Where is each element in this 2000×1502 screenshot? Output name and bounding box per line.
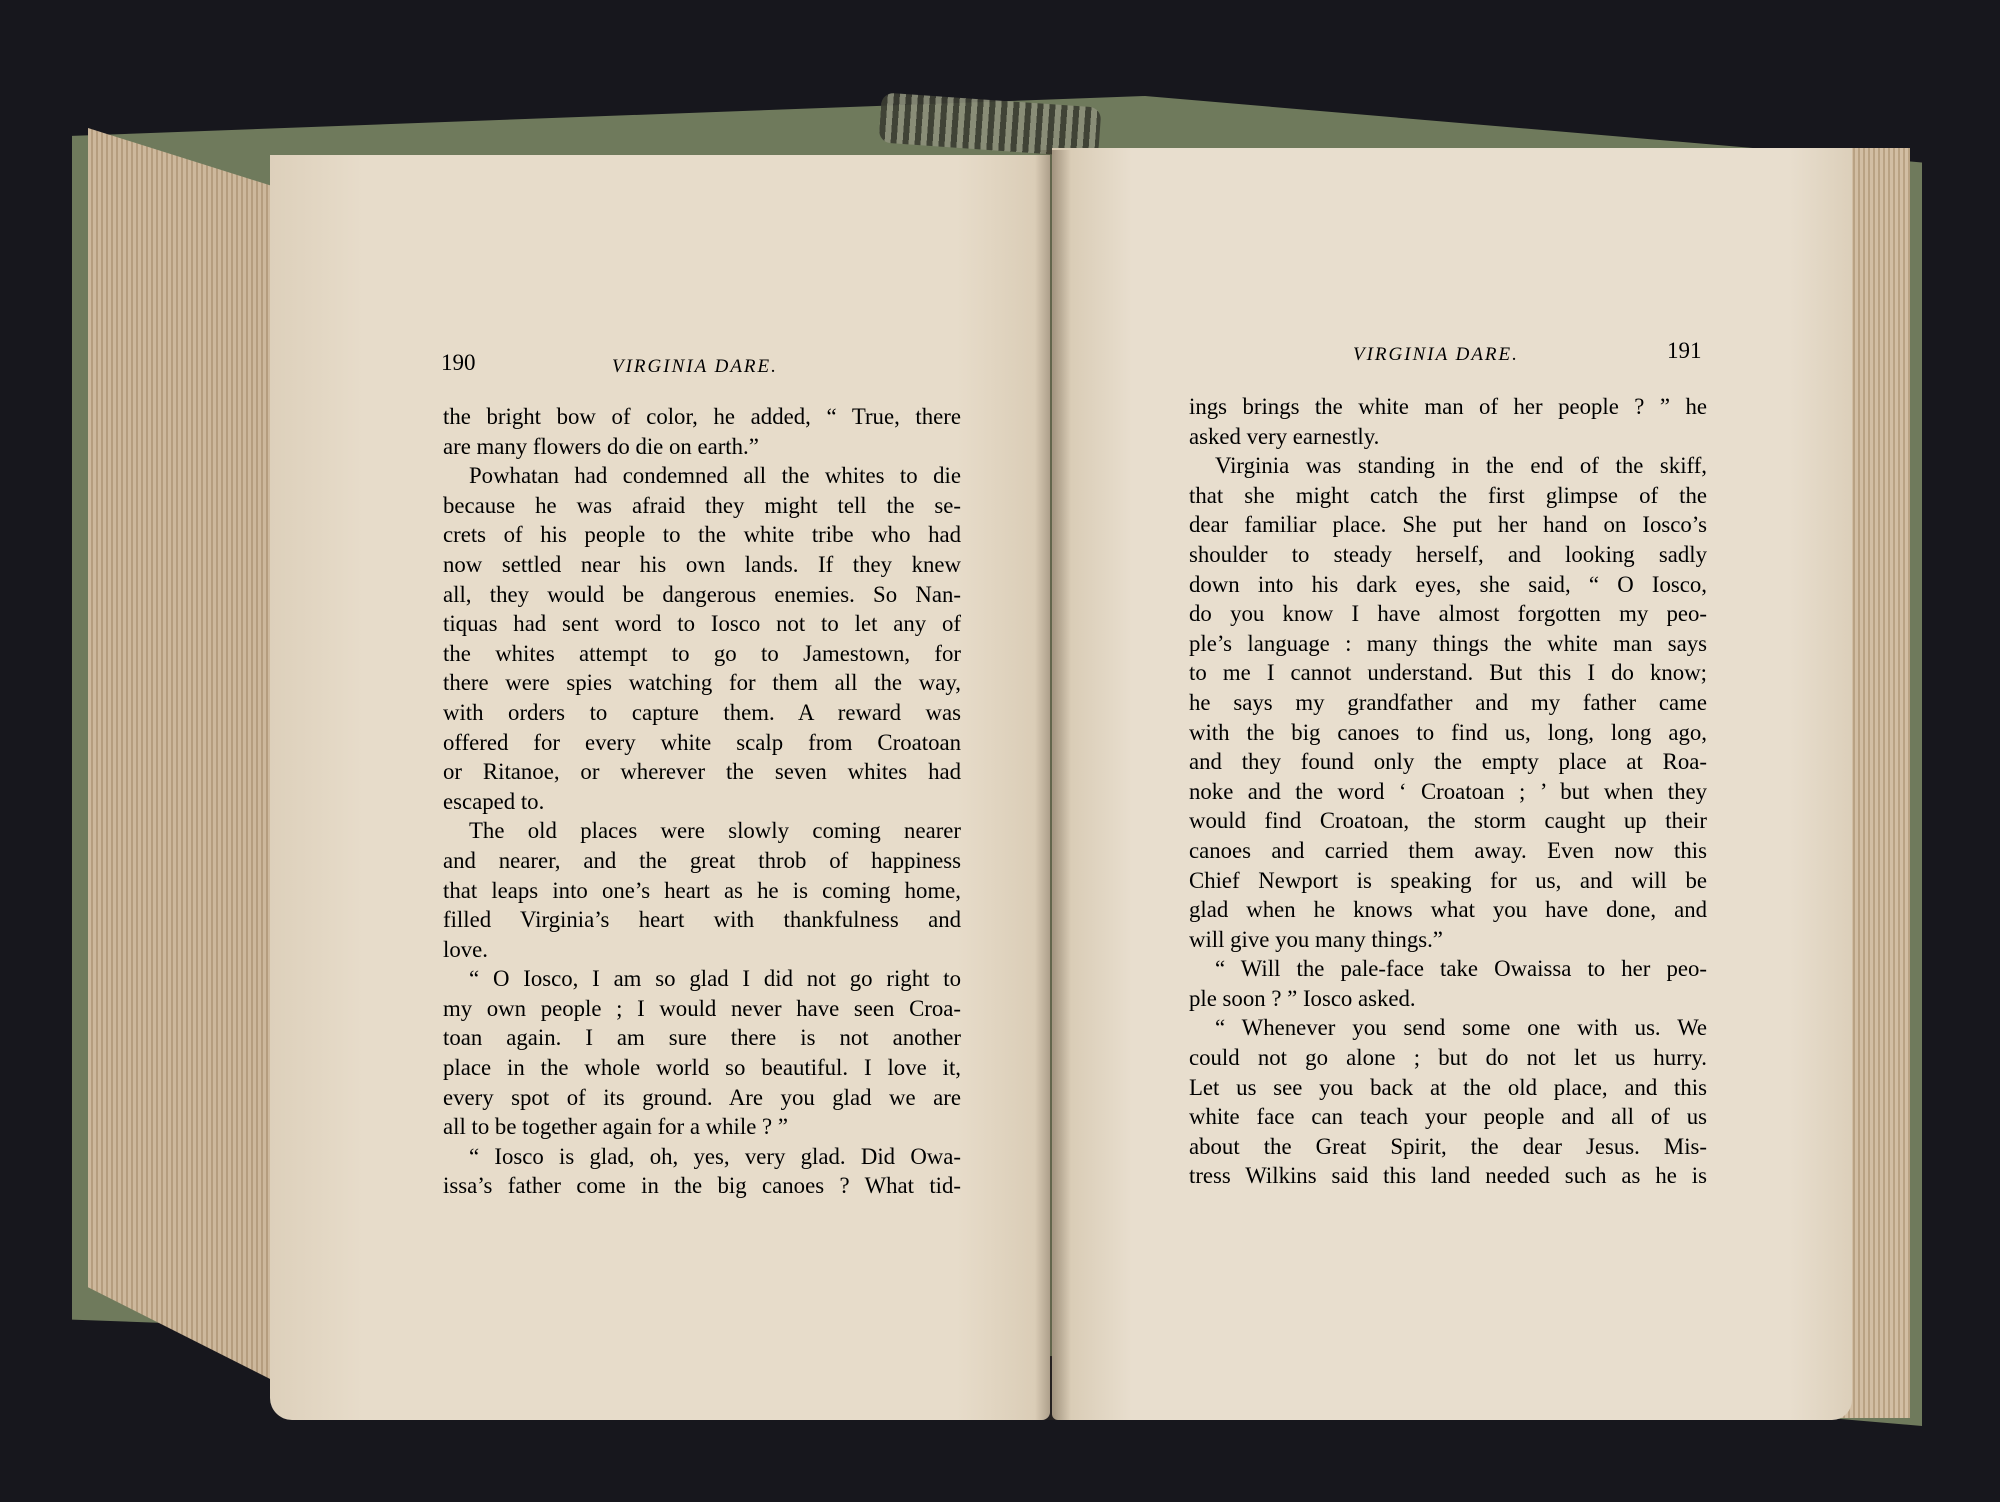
text-line: white face can teach your people and all of us (1189, 1104, 1707, 1130)
text-line: filled Virginia’s heart with thankfulness and (443, 907, 961, 933)
text-line: there were spies watching for them all the way, (443, 670, 961, 696)
text-line: with the big canoes to find us, long, long ago, (1189, 719, 1707, 745)
text-line: he says my grandfather and my father came (1189, 689, 1707, 715)
text-line: my own people ; I would never have seen Croa- (443, 995, 961, 1021)
text-line: with orders to capture them. A reward was (443, 699, 961, 725)
text-line: ings brings the white man of her people ? ” he (1189, 394, 1707, 419)
text-line: canoes and carried them away. Even now this (1189, 837, 1707, 863)
text-line: do you know I have almost forgotten my peo- (1189, 601, 1707, 627)
left-page-text (443, 402, 961, 1201)
text-line: offered for every white scalp from Croatoan (443, 729, 961, 755)
text-line: shoulder to steady herself, and looking sadly (1189, 541, 1707, 567)
text-line: “ Will the pale-face take Owaissa to her peo- (1215, 956, 1707, 982)
left-running-title: VIRGINIA DARE. (612, 356, 778, 377)
text-line: asked very earnestly. (1189, 423, 1380, 449)
text-line: and nearer, and the great throb of happiness (443, 847, 961, 873)
text-line: Powhatan had condemned all the whites to die (469, 463, 961, 489)
text-line: tress Wilkins said this land needed such as he is (1189, 1163, 1707, 1189)
text-line: Let us see you back at the old place, and this (1189, 1074, 1707, 1100)
page-edges-left (88, 128, 288, 1388)
text-line: toan again. I am sure there is not another (443, 1025, 961, 1051)
right-running-title: VIRGINIA DARE. (1353, 344, 1519, 365)
text-line: “ O Iosco, I am so glad I did not go right to (469, 966, 961, 992)
text-line: place in the whole world so beautiful. I love it, (443, 1055, 961, 1081)
text-line: could not go alone ; but do not let us hurry. (1189, 1045, 1707, 1071)
text-line: “ Iosco is glad, oh, yes, very glad. Did Owa- (469, 1143, 961, 1169)
text-line: “ Whenever you send some one with us. We (1215, 1015, 1707, 1041)
text-line: The old places were slowly coming nearer (469, 818, 961, 844)
text-line: dear familiar place. She put her hand on Iosco’s (1189, 512, 1707, 538)
text-line: ple soon ? ” Iosco asked. (1189, 985, 1416, 1011)
text-line: and they found only the empty place at Roa- (1189, 749, 1707, 775)
right-page-text (1189, 392, 1707, 1191)
text-line: the bright bow of color, he added, “ True, there (443, 404, 961, 429)
text-line: now settled near his own lands. If they knew (443, 551, 961, 577)
text-line: every spot of its ground. Are you glad we are (443, 1084, 961, 1110)
text-line: that she might catch the first glimpse of the (1189, 482, 1707, 508)
text-line: about the Great Spirit, the dear Jesus. Mis- (1189, 1133, 1707, 1159)
text-line: glad when he knows what you have done, and (1189, 897, 1707, 923)
text-line: to me I cannot understand. But this I do know; (1189, 660, 1707, 686)
text-line: all to be together again for a while ? ” (443, 1114, 788, 1140)
text-line: issa’s father come in the big canoes ? What tid- (443, 1173, 961, 1199)
text-line: down into his dark eyes, she said, “ O Iosco, (1189, 571, 1707, 597)
left-page-number: 190 (441, 350, 476, 375)
text-line: Chief Newport is speaking for us, and will be (1189, 867, 1707, 893)
text-line: or Ritanoe, or wherever the seven whites had (443, 759, 961, 785)
text-line: ple’s language : many things the white man says (1189, 630, 1707, 656)
text-line: escaped to. (443, 788, 545, 814)
text-line: Virginia was standing in the end of the skiff, (1215, 453, 1707, 479)
text-line: love. (443, 936, 488, 962)
text-line: all, they would be dangerous enemies. So Nan- (443, 581, 961, 607)
text-line: that leaps into one’s heart as he is coming home, (443, 877, 961, 903)
text-line: crets of his people to the white tribe who had (443, 522, 961, 548)
text-line: tiquas had sent word to Iosco not to let any of (443, 611, 961, 637)
text-line: because he was afraid they might tell the se- (443, 492, 961, 518)
text-line: will give you many things.” (1189, 926, 1443, 952)
text-line: are many flowers do die on earth.” (443, 433, 759, 459)
book-gutter (1035, 150, 1071, 1420)
text-line: noke and the word ‘ Croatoan ; ’ but when they (1189, 778, 1707, 804)
text-line: the whites attempt to go to Jamestown, for (443, 640, 961, 666)
right-page-number: 191 (1667, 338, 1702, 363)
text-line: would find Croatoan, the storm caught up their (1189, 808, 1707, 834)
